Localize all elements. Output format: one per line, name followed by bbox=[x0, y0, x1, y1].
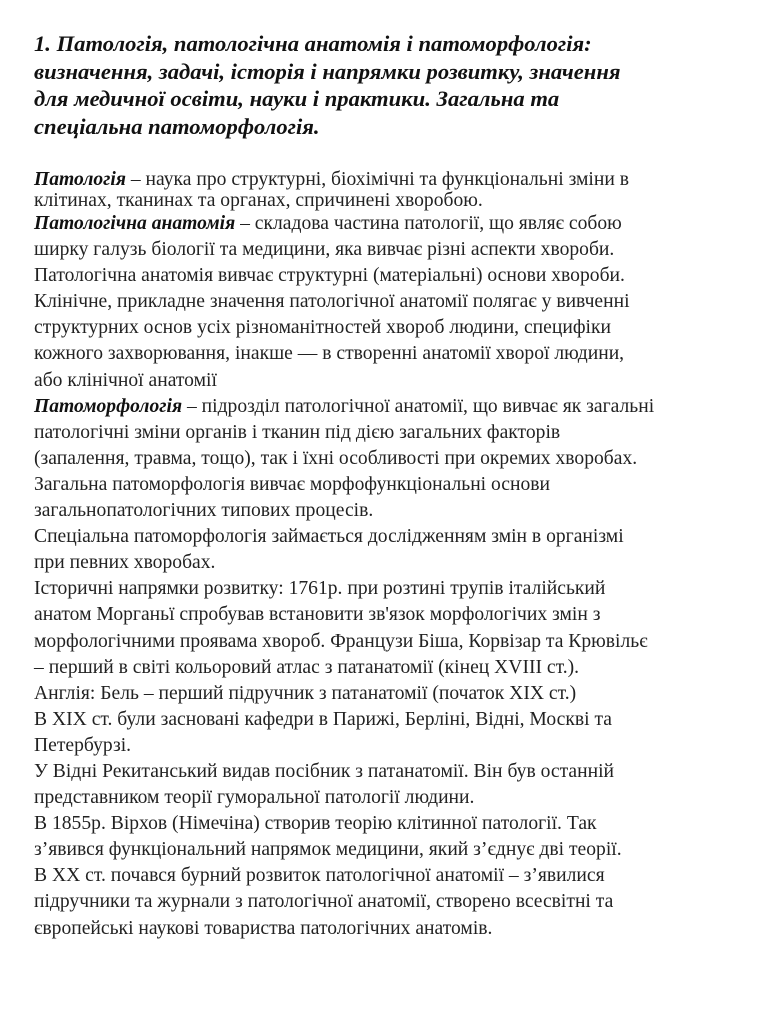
paragraph-text: – складова частина патології, що являє собою ширку галузь біології та медицини, яка вивчає різні аспекти хвороби. bbox=[34, 213, 622, 261]
paragraph-pathology-definition bbox=[34, 169, 732, 211]
paragraph-text: – наука про структурні, біохімічні та функціональні зміни в клітинах, тканинах та органах, спричинені хворобою. bbox=[34, 169, 629, 211]
paragraph: Клінічне, прикладне значення патологічної анатомії полягає у вивченні структурних основ усіх різноманітностей хвороб людини, специфіки кожного захворювання, інакше — в створенні анатомії хворої людини, або клінічної анатомії bbox=[34, 291, 630, 391]
page-title: 1. Патологія, патологічна анатомія і патоморфологія: визначення, задачі, історія і напрямки розвитку, значення для медичної освіти, науки і практики. Загальна та спеціальна патоморфологія. bbox=[34, 31, 621, 139]
paragraph: Спеціальна патоморфологія займається дослідженням змін в організмі при певних хворобах. bbox=[34, 526, 624, 574]
paragraph-pathomorphology-definition bbox=[34, 394, 732, 472]
term-pathological-anatomy: Патологічна анатомія bbox=[34, 213, 236, 234]
paragraph: Загальна патоморфологія вивчає морфофункціональні основи загальнопатологічних типових процесів. bbox=[34, 473, 551, 522]
paragraph: В XIX ст. були засновані кафедри в Парижі, Берліні, Відні, Москві та Петербурзі. bbox=[34, 708, 612, 756]
paragraph: В 1855р. Вірхов (Німечіна) створив теорію клітинної патології. Так з’явився функціональний напрямок медицини, який з’єднує дві теорії. bbox=[34, 813, 622, 861]
paragraph: У Відні Рекитанський видав посібник з патанатомії. Він був останній представником теорії гуморальної патології людини. bbox=[34, 760, 614, 809]
paragraph-text: – підрозділ патологічної анатомії, що вивчає як загальні патологічні зміни органів і тканин під дією загальних факторів (запалення, травма, тощо), так і їхні особливості при окремих хворобах. bbox=[34, 395, 655, 469]
paragraph: Історичні напрямки розвитку: 1761р. при розтині трупів італійський анатом Морганьї спробував встановити зв'язок морфологічих змін з морфологічними проявама хвороб. Французи Біша, Корвізар та Крювільє – перший в світі кольоровий атлас з патанатомії (кінец XVIII ст.). bbox=[34, 578, 648, 678]
term-pathology: Патологія bbox=[34, 169, 126, 190]
paragraph: В XX ст. почався бурний розвиток патологічної анатомії – з’явилися підручники та журнали з патологічної анатомії, створено всесвітні та європейські наукові товариства патологічних анатомів. bbox=[34, 865, 614, 939]
document-body bbox=[34, 169, 732, 942]
paragraph: Англія: Бель – перший підручник з патанатомії (початок XIX ст.) bbox=[34, 682, 577, 704]
paragraph: Патологічна анатомія вивчає структурні (матеріальні) основи хвороби. bbox=[34, 265, 625, 287]
paragraph-pathological-anatomy-definition bbox=[34, 211, 732, 263]
term-pathomorphology: Патоморфологія bbox=[34, 395, 183, 417]
